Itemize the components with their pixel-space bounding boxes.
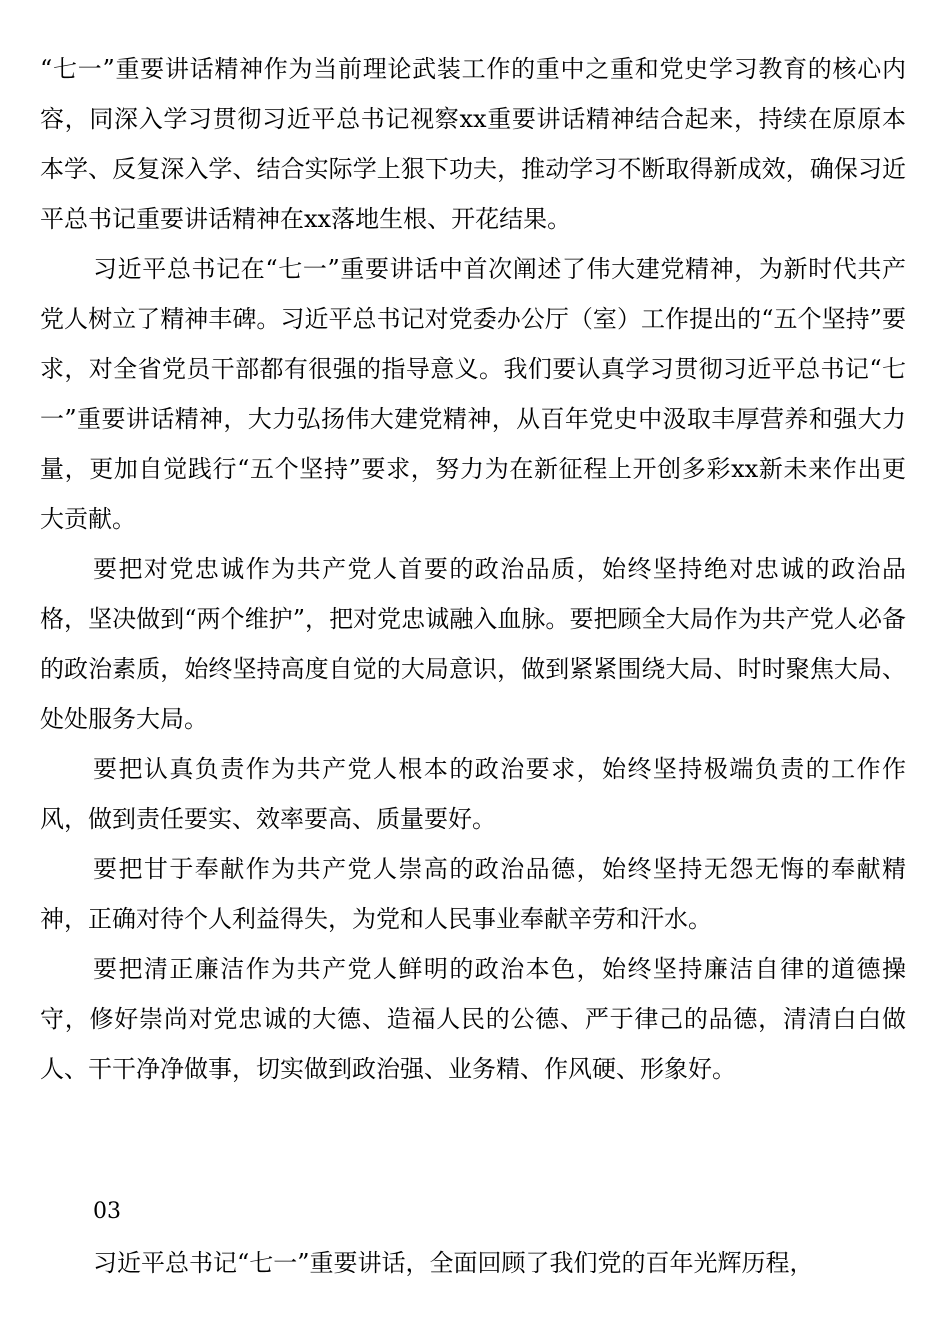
paragraph-5: 要把甘于奉献作为共产党人崇高的政治品德，始终坚持无怨无悔的奉献精神，正确对待个人利益得失，为党和人民事业奉献辛劳和汗水。 xyxy=(40,855,906,933)
document-body xyxy=(40,44,906,1094)
paragraph-3: 要把对党忠诚作为共产党人首要的政治品质，始终坚持绝对忠诚的政治品格，坚决做到“两个维护”，把对党忠诚融入血脉。要把顾全大局作为共产党人必备的政治素质，始终坚持高度自觉的大局意识，做到紧紧围绕大局、时时聚焦大局、处处服务大局。 xyxy=(40,555,906,733)
section-number: 03 xyxy=(93,1199,121,1224)
paragraph-6: 要把清正廉洁作为共产党人鲜明的政治本色，始终坚持廉洁自律的道德操守，修好崇尚对党忠诚的大德、造福人民的公德、严于律己的品德，清清白白做人、干干净净做事，切实做到政治强、业务精、作风硬、形象好。 xyxy=(40,955,906,1083)
paragraph-4: 要把认真负责作为共产党人根本的政治要求，始终坚持极端负责的工作作风，做到责任要实、效率要高、质量要好。 xyxy=(40,755,906,833)
paragraph-1: “七一”重要讲话精神作为当前理论武装工作的重中之重和党史学习教育的核心内容，同深入学习贯彻习近平总书记视察xx重要讲话精神结合起来，持续在原原本本学、反复深入学、结合实际学上狠下功夫，推动学习不断取得新成效，确保习近平总书记重要讲话精神在xx落地生根、开花结果。 xyxy=(40,55,906,233)
paragraph-2: 习近平总书记在“七一”重要讲话中首次阐述了伟大建党精神，为新时代共产党人树立了精神丰碑。习近平总书记对党委办公厅（室）工作提出的“五个坚持”要求，对全省党员干部都有很强的指导意义。我们要认真学习贯彻习近平总书记“七一”重要讲话精神，大力弘扬伟大建党精神，从百年党史中汲取丰厚营养和强大力量，更加自觉践行“五个坚持”要求，努力为在新征程上开创多彩xx新未来作出更大贡献。 xyxy=(40,255,906,533)
section-first-line: 习近平总书记“七一”重要讲话，全面回顾了我们党的百年光辉历程， xyxy=(93,1249,814,1277)
